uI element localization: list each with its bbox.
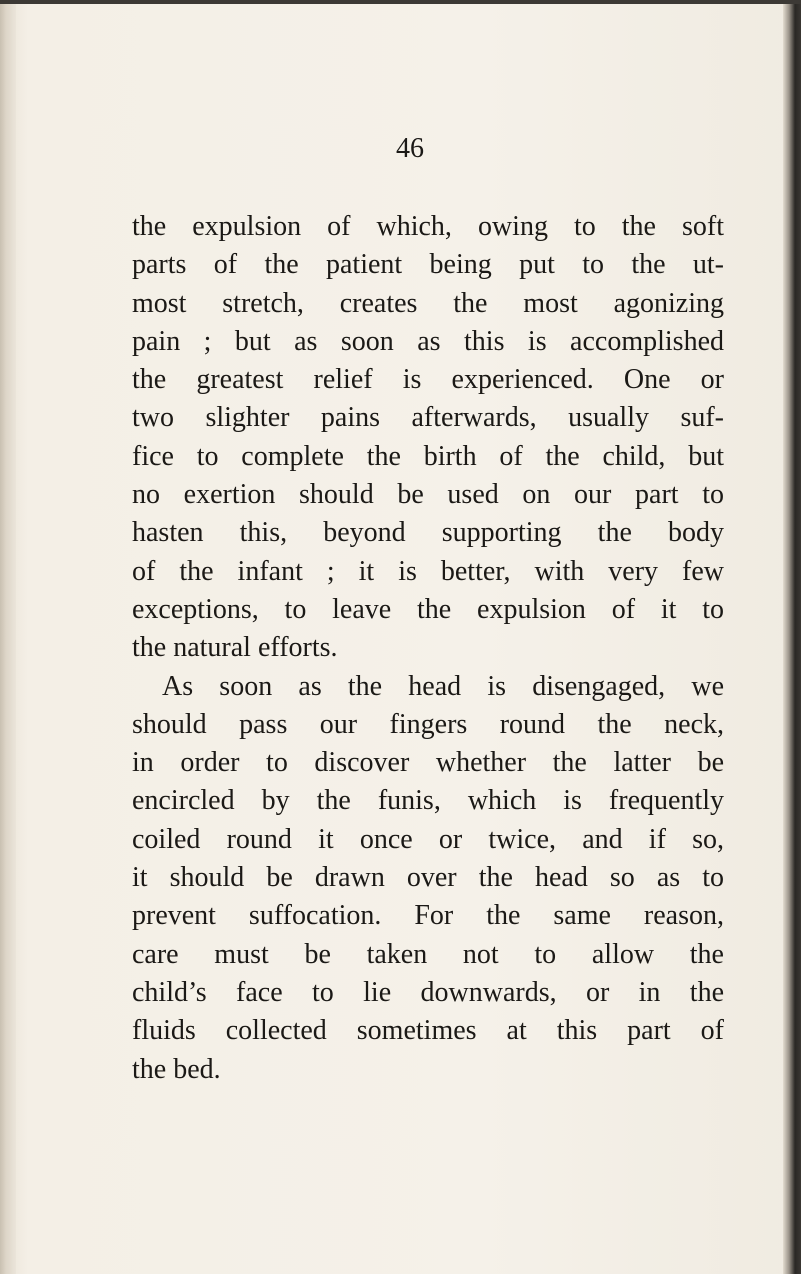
text-line: fice to complete the birth of the child, but <box>132 440 724 472</box>
text-line: no exertion should be used on our part to <box>132 479 724 511</box>
text-line: prevent suffocation. For the same reason, <box>132 900 724 932</box>
text-line: of the infant ; it is better, with very few <box>132 555 724 587</box>
text-line: exceptions, to leave the expulsion of it to <box>132 593 724 625</box>
text-line: the greatest relief is experienced. One or <box>132 364 724 396</box>
paragraph-end-line: the bed. <box>132 1053 221 1085</box>
body-text <box>132 208 724 1089</box>
page-top-edge <box>0 0 801 4</box>
text-line: care must be taken not to allow the <box>132 938 724 970</box>
text-line: parts of the patient being put to the ut- <box>132 249 724 281</box>
text-line: fluids collected sometimes at this part of <box>132 1015 724 1047</box>
text-line: two slighter pains afterwards, usually suf- <box>132 402 724 434</box>
text-line: child’s face to lie downwards, or in the <box>132 976 724 1008</box>
page-gutter <box>0 0 16 1274</box>
text-line: most stretch, creates the most agonizing <box>132 287 724 319</box>
text-line: the expulsion of which, owing to the soft <box>132 211 724 242</box>
page-right-edge <box>783 0 801 1274</box>
text-line: encircled by the funis, which is frequently <box>132 785 724 817</box>
text-line: in order to discover whether the latter be <box>132 747 724 779</box>
text-line: it should be drawn over the head so as to <box>132 862 724 894</box>
text-line: pain ; but as soon as this is accomplished <box>132 325 724 357</box>
text-line: should pass our fingers round the neck, <box>132 708 724 740</box>
page-number: 46 <box>396 133 424 164</box>
text-line: coiled round it once or twice, and if so, <box>132 823 724 855</box>
paragraph-end-line: the natural efforts. <box>132 632 338 664</box>
text-line: hasten this, beyond supporting the body <box>132 517 724 549</box>
paragraph-start-line: As soon as the head is disengaged, we <box>162 670 724 702</box>
